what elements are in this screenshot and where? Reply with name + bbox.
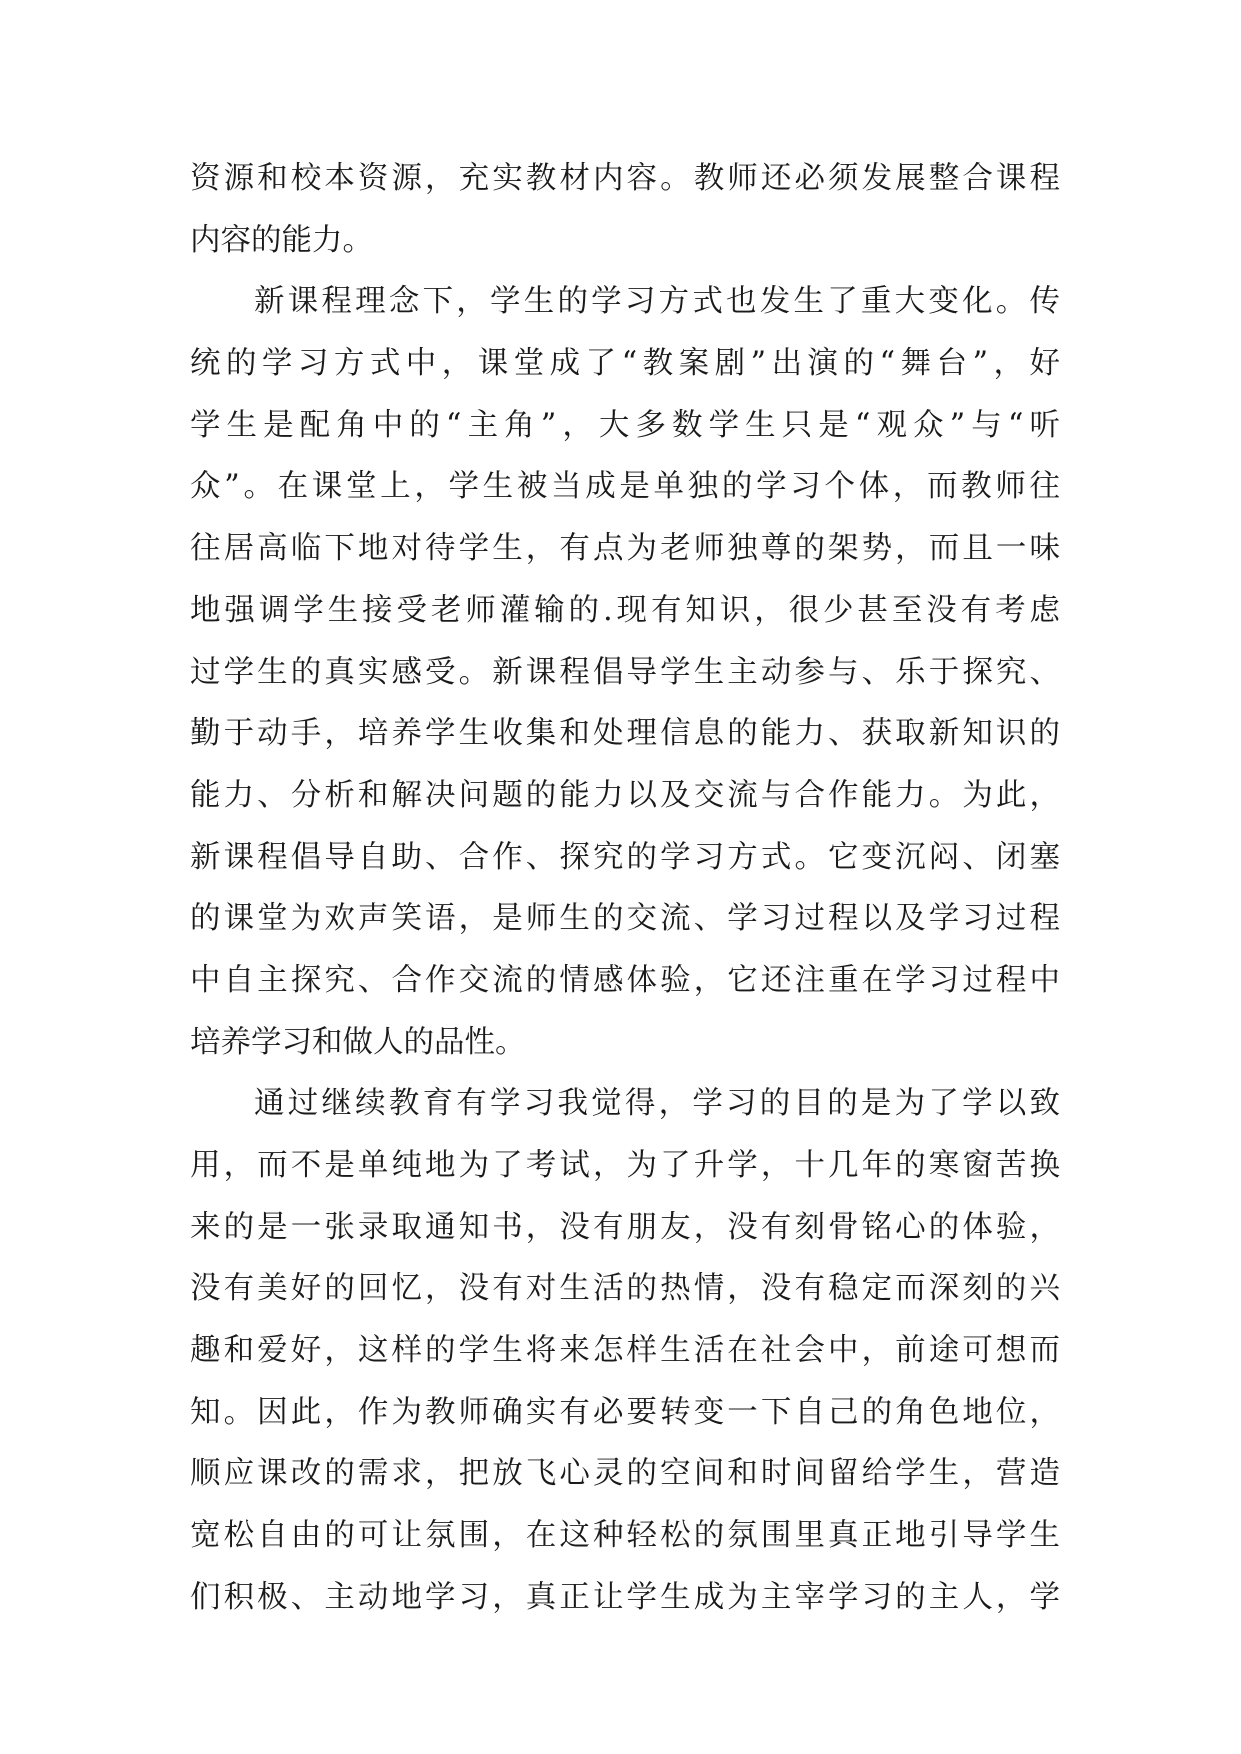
text-line: 新课程倡导自助、合作、探究的学习方式。它变沉闷、闭塞 bbox=[190, 839, 1060, 875]
paragraph-3 bbox=[190, 1073, 1060, 1628]
text-line: 顺应课改的需求，把放飞心灵的空间和时间留给学生，营造 bbox=[190, 1456, 1060, 1492]
text-line: 没有美好的回忆，没有对生活的热情，没有稳定而深刻的兴 bbox=[190, 1271, 1060, 1307]
text-line: 学生是配角中的“主角”，大多数学生只是“观众”与“听 bbox=[190, 407, 1060, 443]
text-line: 来的是一张录取通知书，没有朋友，没有刻骨铭心的体验， bbox=[190, 1209, 1060, 1245]
text-line: 宽松自由的可让氛围，在这种轻松的氛围里真正地引导学生 bbox=[190, 1518, 1060, 1554]
text-line: 资源和校本资源，充实教材内容。教师还必须发展整合课程 bbox=[190, 161, 1060, 196]
text-line: 用，而不是单纯地为了考试，为了升学，十几年的寒窗苦换 bbox=[190, 1148, 1060, 1183]
text-line: 趣和爱好，这样的学生将来怎样生活在社会中，前途可想而 bbox=[190, 1333, 1060, 1369]
text-line: 通过继续教育有学习我觉得，学习的目的是为了学以致 bbox=[254, 1086, 1060, 1122]
text-line: 能力、分析和解决问题的能力以及交流与合作能力。为此， bbox=[190, 777, 1060, 813]
text-line: 众”。在课堂上，学生被当成是单独的学习个体，而教师往 bbox=[190, 469, 1060, 505]
paragraph-2 bbox=[190, 271, 1060, 1073]
text-line: 们积极、主动地学习，真正让学生成为主宰学习的主人，学 bbox=[190, 1579, 1060, 1615]
text-line: 知。因此，作为教师确实有必要转变一下自己的角色地位， bbox=[190, 1394, 1060, 1430]
text-line: 统的学习方式中，课堂成了“教案剧”出演的“舞台”，好 bbox=[190, 346, 1060, 382]
text-line: 新课程理念下，学生的学习方式也发生了重大变化。传 bbox=[254, 284, 1060, 320]
paragraph-1 bbox=[190, 148, 1060, 271]
text-line: 地强调学生接受老师灌输的.现有知识，很少甚至没有考虑 bbox=[190, 592, 1060, 628]
text-line: 培养学习和做人的品性。 bbox=[190, 1024, 526, 1060]
text-line: 的课堂为欢声笑语，是师生的交流、学习过程以及学习过程 bbox=[190, 901, 1060, 937]
text-line: 中自主探究、合作交流的情感体验，它还注重在学习过程中 bbox=[190, 962, 1060, 998]
text-line: 勤于动手，培养学生收集和处理信息的能力、获取新知识的 bbox=[190, 716, 1060, 752]
text-line: 内容的能力。 bbox=[190, 222, 373, 258]
document-body bbox=[190, 148, 1060, 1629]
text-line: 往居高临下地对待学生，有点为老师独尊的架势，而且一味 bbox=[190, 531, 1060, 567]
text-line: 过学生的真实感受。新课程倡导学生主动参与、乐于探究、 bbox=[190, 654, 1060, 690]
